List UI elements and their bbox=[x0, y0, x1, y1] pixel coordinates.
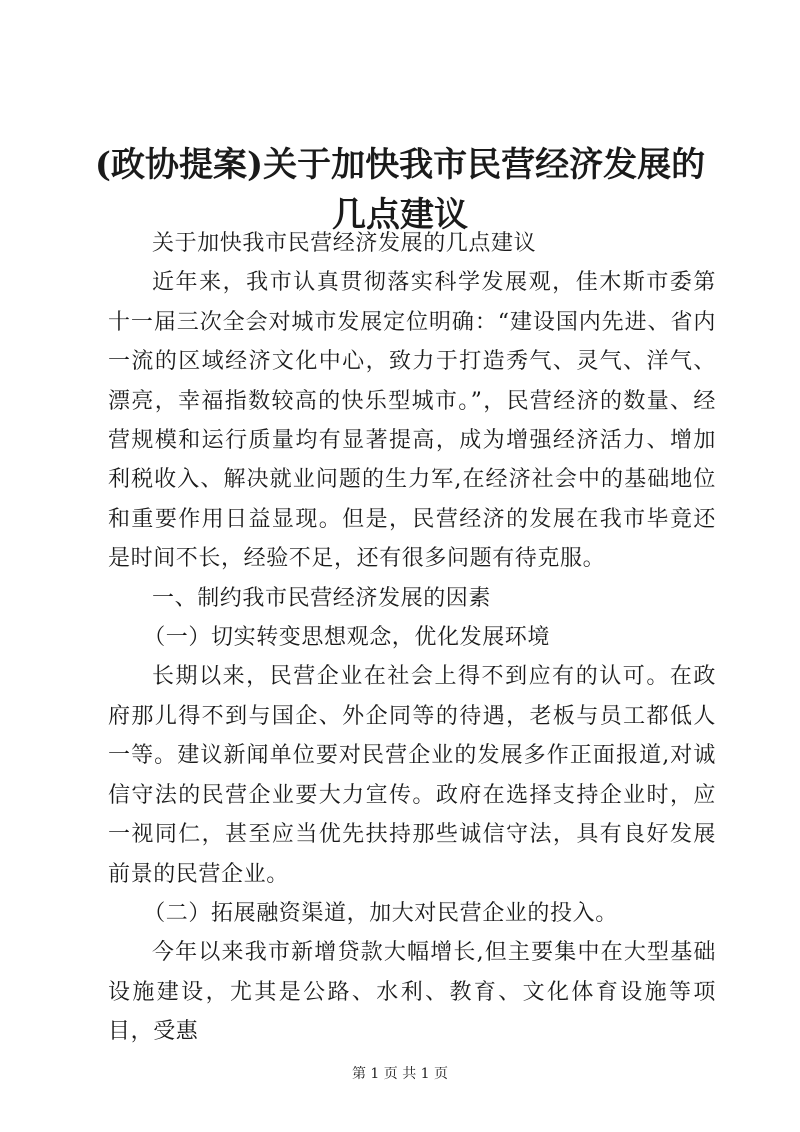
paragraph-intro: 近年来，我市认真贯彻落实科学发展观，佳木斯市委第十一届三次全会对城市发展定位明确：“建设国内先进、省内一流的区域经济文化中心，致力于打造秀气、灵气、洋气、漂亮，幸福指数较高的快乐型城市。”，民营经济的数量、经营规模和运行质量均有显著提高，成为增强经济活力、增加利税收入、解决就业问题的生力军,在经济社会中的基础地位和重要作用日益显现。但是，民营经济的发展在我市毕竟还是时间不长，经验不足，还有很多问题有待克服。 bbox=[108, 270, 716, 572]
paragraph-subtitle: 关于加快我市民营经济发展的几点建议 bbox=[152, 231, 537, 256]
paragraph-subsection-2: 今年以来我市新增贷款大幅增长,但主要集中在大型基础设施建设，尤其是公路、水利、教育、文化体育设施等项目，受惠 bbox=[108, 940, 716, 1045]
section-heading-1: 一、制约我市民营经济发展的因素 bbox=[152, 585, 492, 611]
document-title: (政协提案)关于加快我市民营经济发展的几点建议 bbox=[94, 145, 706, 235]
subsection-heading-1: （一）切实转变思想观念，优化发展环境 bbox=[143, 625, 550, 651]
page-number-footer: 第 1 页 共 1 页 bbox=[351, 1066, 449, 1082]
document-body bbox=[108, 224, 716, 1052]
paragraph-subsection-1: 长期以来，民营企业在社会上得不到应有的认可。在政府那儿得不到与国企、外企同等的待遇，老板与员工都低人一等。建议新闻单位要对民营企业的发展多作正面报道,对诚信守法的民营企业要大力宣传。政府在选择支持企业时，应一视同仁，甚至应当优先扶持那些诚信守法，具有良好发展前景的民营企业。 bbox=[108, 664, 716, 887]
subsection-heading-2: （二）拓展融资渠道，加大对民营企业的投入。 bbox=[143, 900, 618, 926]
